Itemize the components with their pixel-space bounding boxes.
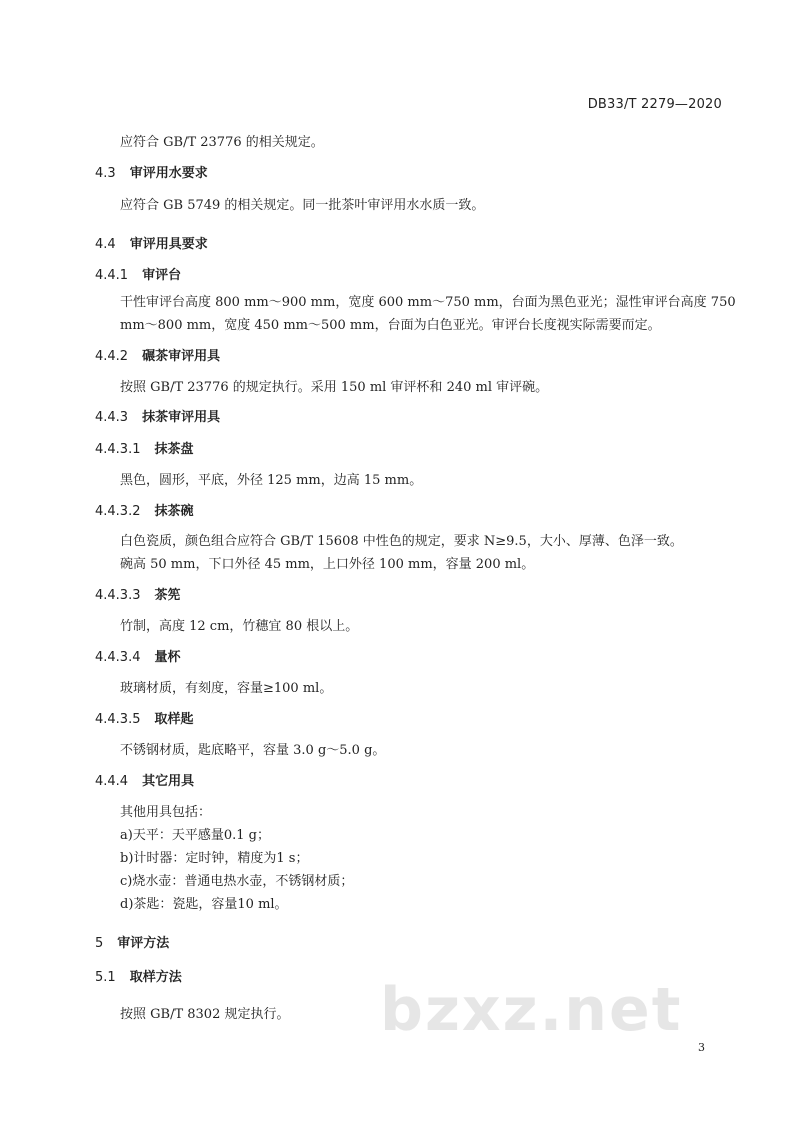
paragraph-line: 按照 GB/T 8302 规定执行。 [120,1007,290,1022]
paragraph-line: 竹制，高度 12 cm，竹穗宜 80 根以上。 [120,619,359,634]
section-number: 4.4.3.5 [95,712,141,727]
section-number: 4.3 [95,166,116,181]
section-number: 4.4.3 [95,410,129,425]
section-number: 4.4.2 [95,349,129,364]
section-title: 审评用具要求 [129,237,208,252]
document-number: DB33/T 2279—2020 [587,97,722,112]
section-heading [95,584,181,603]
paragraph-line: a)天平：天平感量0.1 g； [120,828,270,843]
section-title: 审评方法 [117,936,170,951]
section-heading [95,438,194,457]
paragraph-line: 玻璃材质，有刻度，容量≥100 ml。 [120,681,333,696]
section-number: 5 [95,936,104,951]
section-heading [95,162,208,181]
section-title: 取样匙 [154,712,194,727]
section-number: 4.4.3.1 [95,442,141,457]
section-heading [95,264,181,283]
page-number: 3 [698,1041,705,1054]
paragraph-line: 黑色，圆形，平底，外径 125 mm，边高 15 mm。 [120,473,423,488]
section-title: 抹茶盘 [154,442,194,457]
section-title: 抹茶审评用具 [142,410,221,425]
section-title: 抹茶碗 [154,504,194,519]
section-title: 茶筅 [154,588,181,603]
section-heading [95,966,182,985]
section-title: 审评台 [142,268,182,283]
section-heading [95,345,220,364]
section-heading [95,406,220,425]
paragraph-line: 其他用具包括： [120,805,212,820]
section-number: 4.4.3.4 [95,650,141,665]
section-heading [95,770,194,789]
section-number: 4.4.1 [95,268,129,283]
paragraph-line: mm～800 mm，宽度 450 mm～500 mm，台面为白色亚光。审评台长度视实际需要而定。 [120,318,661,333]
paragraph-line: 应符合 GB/T 23776 的相关规定。 [120,135,324,150]
section-heading [95,932,169,951]
section-heading [95,233,208,252]
section-title: 其它用具 [142,774,195,789]
paragraph-line: c)烧水壶：普通电热水壶，不锈钢材质； [120,874,354,889]
section-title: 审评用水要求 [129,166,208,181]
paragraph-line: 干性审评台高度 800 mm～900 mm，宽度 600 mm～750 mm，台面为黑色亚光；湿性审评台高度 750 [120,295,736,310]
paragraph-line: b)计时器：定时钟，精度为1 s； [120,851,309,866]
section-number: 4.4.3.3 [95,588,141,603]
section-title: 碾茶审评用具 [142,349,221,364]
paragraph-line: d)茶匙：瓷匙，容量10 ml。 [120,897,288,912]
paragraph-line: 应符合 GB 5749 的相关规定。同一批茶叶审评用水水质一致。 [120,198,485,213]
paragraph-line: 不锈钢材质，匙底略平，容量 3.0 g～5.0 g。 [120,743,386,758]
section-number: 4.4.3.2 [95,504,141,519]
section-number: 4.4 [95,237,116,252]
section-number: 4.4.4 [95,774,129,789]
section-heading [95,500,194,519]
paragraph-line: 按照 GB/T 23776 的规定执行。采用 150 ml 审评杯和 240 ml 审评碗。 [120,380,549,395]
paragraph-line: 白色瓷质，颜色组合应符合 GB/T 15608 中性色的规定，要求 N≥9.5，大小、厚薄、色泽一致。 [120,534,683,549]
paragraph-line: 碗高 50 mm，下口外径 45 mm，上口外径 100 mm，容量 200 ml。 [120,557,535,572]
section-title: 量杯 [154,650,181,665]
section-heading [95,646,181,665]
section-heading [95,708,194,727]
section-number: 5.1 [95,970,116,985]
section-title: 取样方法 [129,970,182,985]
watermark: bzxz.net [380,975,683,1045]
